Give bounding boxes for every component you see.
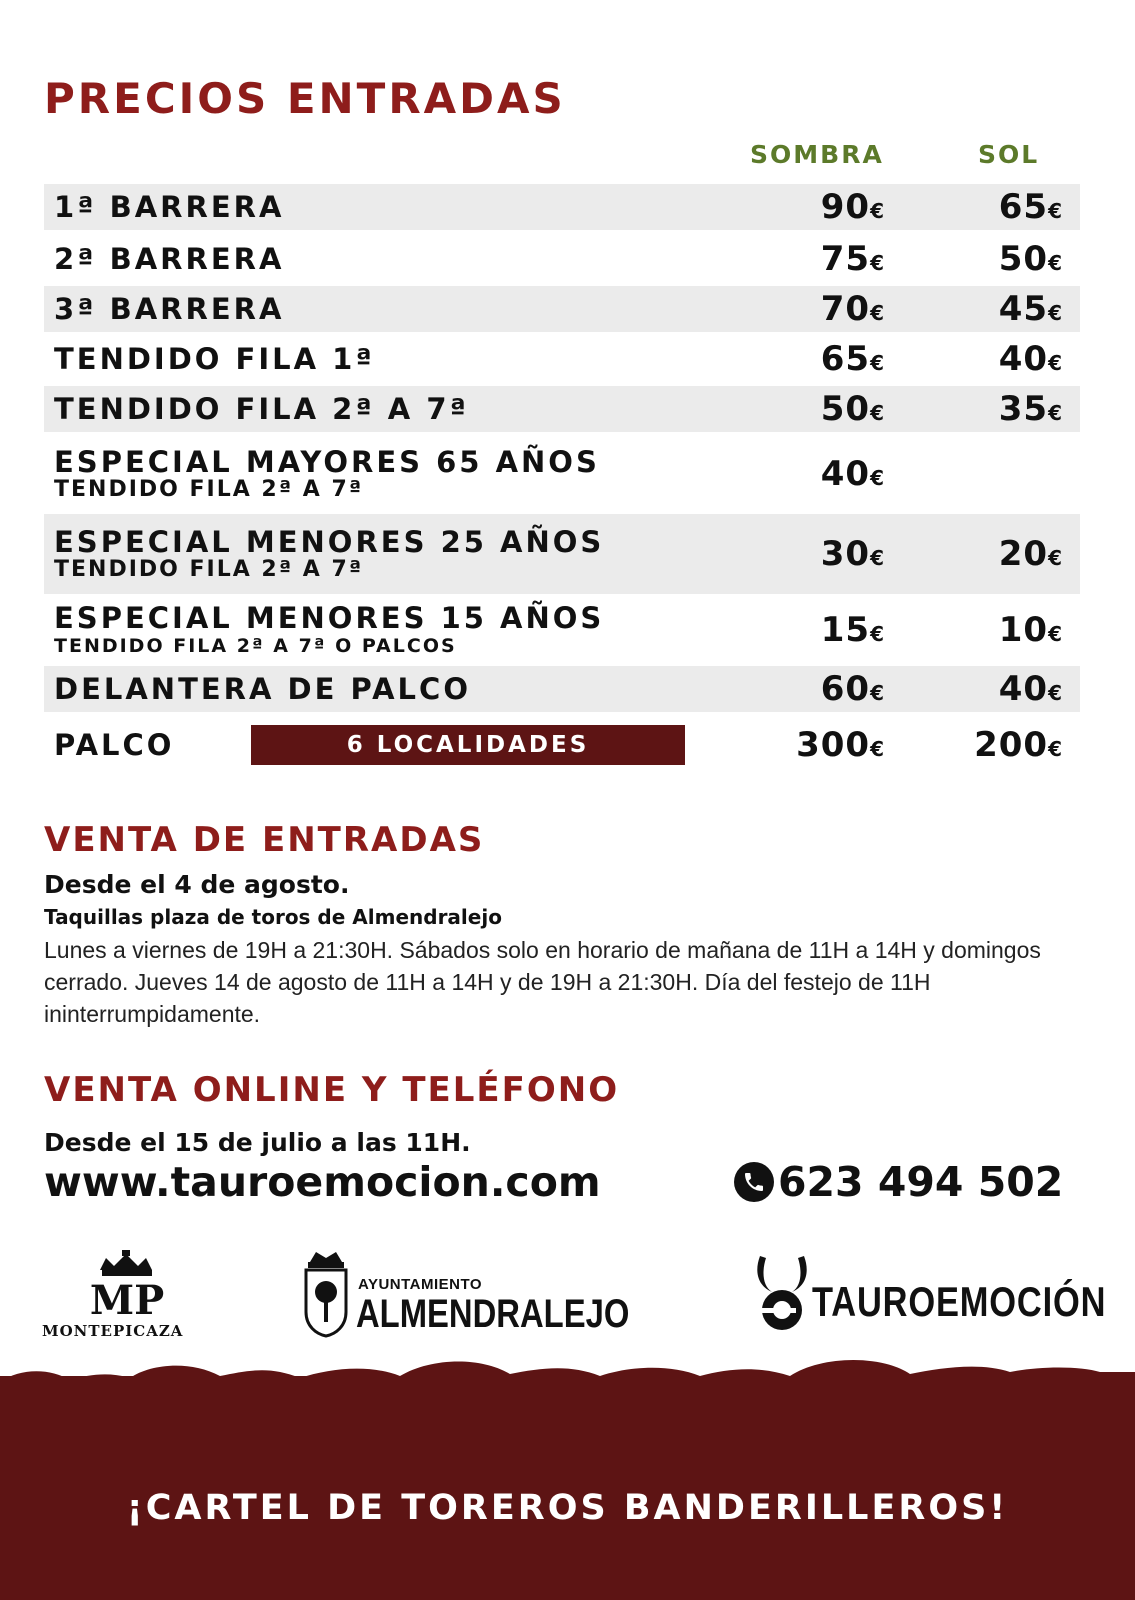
column-header-sombra: SOMBRA xyxy=(750,140,884,169)
row-label: TENDIDO FILA 1ª xyxy=(54,342,375,376)
venta-place: Taquillas plaza de toros de Almendralejo xyxy=(44,905,502,929)
price-sombra: 30€ xyxy=(820,534,884,574)
price-row xyxy=(44,336,1080,382)
row-label: 2ª BARRERA xyxy=(54,242,285,276)
footer-text: ¡CARTEL DE TOREROS BANDERILLEROS! xyxy=(126,1488,1009,1528)
montepicaza-initials: MP xyxy=(89,1277,165,1322)
price-sombra: 50€ xyxy=(820,389,884,429)
price-row xyxy=(44,184,1080,230)
price-sol: 200€ xyxy=(974,725,1062,765)
tauroemocion-logo xyxy=(752,1250,1107,1340)
ayuntamiento-logo xyxy=(300,1248,660,1348)
tauroemocion-name: TAUROEMOCIÓN xyxy=(812,1278,1107,1325)
phone-text: 623 494 502 xyxy=(778,1158,1064,1206)
venta-title: VENTA DE ENTRADAS xyxy=(44,820,485,860)
venta-hours: Lunes a viernes de 19H a 21:30H. Sábados solo en horario de mañana de 11H a 14H y domingos cerrado. Jueves 14 de agosto de 11H a 14H y de 19H a 21:30H. Día del festejo de 11H ininterrumpidamente. xyxy=(44,937,1041,1027)
price-sombra: 70€ xyxy=(820,289,884,329)
price-sol: 40€ xyxy=(998,669,1062,709)
price-sol: 35€ xyxy=(998,389,1062,429)
price-row xyxy=(44,434,1080,514)
venta-date: Desde el 4 de agosto. xyxy=(44,870,350,899)
column-header-sol: SOL xyxy=(978,140,1040,169)
phone-icon xyxy=(734,1162,774,1202)
montepicaza-name: MONTEPICAZA xyxy=(42,1322,184,1340)
price-row xyxy=(44,716,1080,774)
price-sombra: 65€ xyxy=(820,339,884,379)
crowd-silhouette xyxy=(0,1354,1135,1394)
price-table xyxy=(44,184,1080,774)
row-label: PALCO xyxy=(54,728,175,762)
montepicaza-logo xyxy=(42,1250,212,1350)
row-label: ESPECIAL MAYORES 65 AÑOS TENDIDO FILA 2ª A 7ª xyxy=(54,445,600,502)
phone-number[interactable] xyxy=(734,1158,1063,1206)
price-sombra: 40€ xyxy=(820,454,884,494)
ayuntamiento-label: AYUNTAMIENTO xyxy=(358,1276,483,1293)
online-date: Desde el 15 de julio a las 11H. xyxy=(44,1128,471,1157)
website-link[interactable]: www.tauroemocion.com xyxy=(44,1158,601,1206)
row-label: 3ª BARRERA xyxy=(54,292,285,326)
row-label: 1ª BARRERA xyxy=(54,190,285,224)
price-sombra: 60€ xyxy=(820,669,884,709)
price-sombra: 15€ xyxy=(820,610,884,650)
price-sol: 40€ xyxy=(998,339,1062,379)
price-sol: 65€ xyxy=(998,187,1062,227)
row-label: ESPECIAL MENORES 15 AÑOS TENDIDO FILA 2ª A 7ª O PALCOS xyxy=(54,601,605,657)
price-row xyxy=(44,514,1080,594)
price-row xyxy=(44,386,1080,432)
price-row xyxy=(44,236,1080,282)
price-sol: 50€ xyxy=(998,239,1062,279)
online-title: VENTA ONLINE Y TELÉFONO xyxy=(44,1070,620,1110)
price-sol: 10€ xyxy=(998,610,1062,650)
price-row xyxy=(44,286,1080,332)
price-row xyxy=(44,666,1080,712)
price-sombra: 300€ xyxy=(796,725,884,765)
price-sombra: 90€ xyxy=(820,187,884,227)
price-sol: 45€ xyxy=(998,289,1062,329)
price-sombra: 75€ xyxy=(820,239,884,279)
almendralejo-label: ALMENDRALEJO xyxy=(356,1292,630,1336)
palco-localidades-badge: 6 LOCALIDADES xyxy=(251,725,685,765)
row-label: DELANTERA DE PALCO xyxy=(54,672,471,706)
row-label: TENDIDO FILA 2ª A 7ª xyxy=(54,392,469,426)
price-row xyxy=(44,594,1080,666)
price-sol: 20€ xyxy=(998,534,1062,574)
row-label: ESPECIAL MENORES 25 AÑOS TENDIDO FILA 2ª A 7ª xyxy=(54,525,605,582)
prices-title: PRECIOS ENTRADAS xyxy=(44,74,566,123)
